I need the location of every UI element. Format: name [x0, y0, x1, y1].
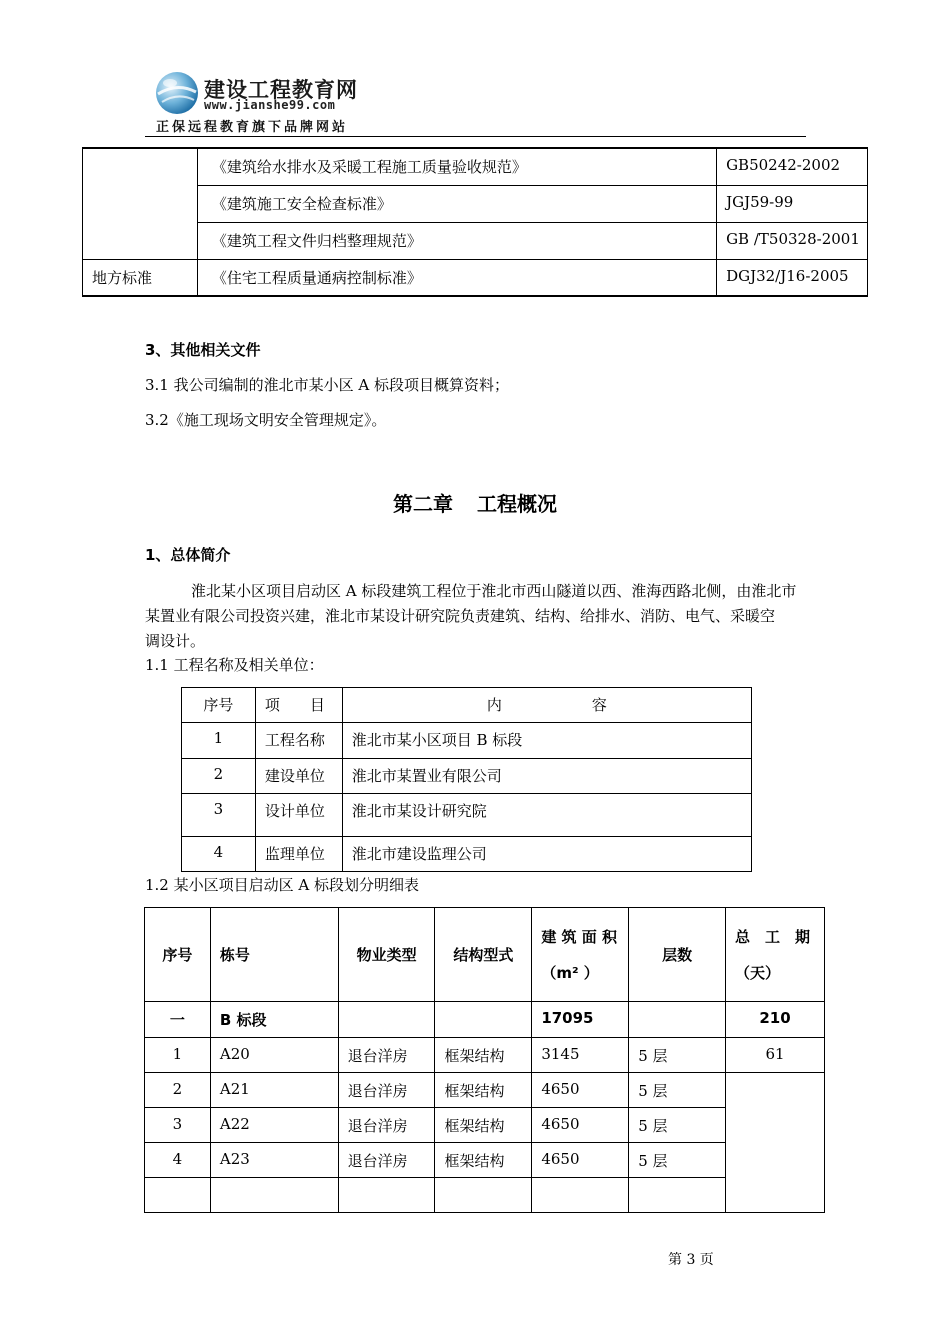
table-row — [182, 723, 752, 759]
cell-seq: 1 — [182, 723, 256, 759]
chapter-name: 工程概况 — [477, 492, 557, 516]
table-row — [83, 222, 868, 259]
cell-seq: 2 — [145, 1073, 211, 1108]
subsection-1-2: 1.2 某小区项目启动区 A 标段划分明细表 — [145, 876, 419, 894]
section3-heading: 3、其他相关文件 — [145, 341, 261, 359]
cell-content: 淮北市某置业有限公司 — [342, 759, 751, 794]
cell-item: 设计单位 — [255, 794, 342, 837]
cell-seq: 1 — [145, 1038, 211, 1073]
standard-code: GB50242-2002 — [717, 148, 868, 185]
table-header-row — [145, 908, 825, 1002]
standard-code: JGJ59-99 — [717, 185, 868, 222]
cell-item: 监理单位 — [255, 837, 342, 872]
cell-empty — [338, 1178, 435, 1213]
cell-empty — [532, 1178, 629, 1213]
header-period-line1: 总 工 期 — [735, 927, 811, 946]
section3-item2: 3.2《施工现场文明安全管理规定》。 — [145, 411, 387, 429]
header-area-line2: （m² ） — [541, 963, 599, 982]
cell-building: B 标段 — [210, 1002, 338, 1038]
header-structure: 结构型式 — [435, 908, 532, 1002]
cell-structure: 框架结构 — [435, 1073, 532, 1108]
cell-property: 退台洋房 — [338, 1108, 435, 1143]
header-area — [532, 908, 629, 1002]
table-row — [182, 837, 752, 872]
cell-seq: 4 — [182, 837, 256, 872]
cell-seq: 一 — [145, 1002, 211, 1038]
cell-empty — [210, 1178, 338, 1213]
header-item: 项 目 — [255, 688, 342, 723]
section3-item1: 3.1 我公司编制的淮北市某小区 A 标段项目概算资料； — [145, 376, 509, 394]
page-number: 第 3 页 — [668, 1252, 714, 1268]
cell-structure: 框架结构 — [435, 1108, 532, 1143]
cell-content: 淮北市某小区项目 B 标段 — [342, 723, 751, 759]
cell-item: 工程名称 — [255, 723, 342, 759]
table-header-row — [182, 688, 752, 723]
cell-area: 4650 — [532, 1073, 629, 1108]
subsection-1-1: 1.1 工程名称及相关单位： — [145, 656, 324, 674]
cell-building: A20 — [210, 1038, 338, 1073]
table-row — [182, 759, 752, 794]
cell-content: 淮北市建设监理公司 — [342, 837, 751, 872]
cell-floors: 5 层 — [629, 1108, 726, 1143]
cell-area: 4650 — [532, 1143, 629, 1178]
cell-seq: 4 — [145, 1143, 211, 1178]
cell-empty — [145, 1178, 211, 1213]
standard-name: 《住宅工程质量通病控制标准》 — [197, 259, 716, 296]
cell-floors: 5 层 — [629, 1038, 726, 1073]
header-period — [726, 908, 825, 1002]
cell-seq: 2 — [182, 759, 256, 794]
cell-property: 退台洋房 — [338, 1073, 435, 1108]
cell-period: 61 — [726, 1038, 825, 1073]
table-row — [145, 1038, 825, 1073]
cell-period-merged — [726, 1073, 825, 1213]
globe-logo-icon — [154, 70, 200, 116]
section-row — [145, 1002, 825, 1038]
cell-structure: 框架结构 — [435, 1143, 532, 1178]
logo-url: www.jianshe99.com — [204, 98, 336, 112]
header-building: 栋号 — [210, 908, 338, 1002]
table-row — [145, 1108, 825, 1143]
chapter-title — [0, 492, 950, 516]
cell-item: 建设单位 — [255, 759, 342, 794]
header-floors: 层数 — [629, 908, 726, 1002]
cell-building: A21 — [210, 1073, 338, 1108]
cell-floors: 5 层 — [629, 1073, 726, 1108]
cell-seq: 3 — [145, 1108, 211, 1143]
table-row — [83, 148, 868, 185]
cell-property: 退台洋房 — [338, 1038, 435, 1073]
header-seq: 序号 — [145, 908, 211, 1002]
logo-slogan: 正保远程教育旗下品牌网站 — [156, 120, 349, 135]
section1-paragraph-line2: 某置业有限公司投资兴建，淮北市某设计研究院负责建筑、结构、给排水、消防、电气、采暖空 — [145, 607, 776, 625]
standards-category: 地方标准 — [83, 259, 198, 296]
header-divider — [145, 136, 806, 137]
table-row — [83, 185, 868, 222]
header-property: 物业类型 — [338, 908, 435, 1002]
header-area-line1: 建 筑 面 积 — [541, 927, 617, 946]
standard-name: 《建筑给水排水及采暖工程施工质量验收规范》 — [197, 148, 716, 185]
table-row — [145, 1143, 825, 1178]
section1-paragraph-line1: 淮北某小区项目启动区 A 标段建筑工程位于淮北市西山隧道以西、淮海西路北侧，由淮北市 — [191, 582, 797, 600]
header-content: 内 容 — [342, 688, 751, 723]
cell-property — [338, 1002, 435, 1038]
cell-seq: 3 — [182, 794, 256, 837]
cell-property: 退台洋房 — [338, 1143, 435, 1178]
cell-building: A22 — [210, 1108, 338, 1143]
header-period-line2: （天） — [735, 963, 781, 982]
cell-building: A23 — [210, 1143, 338, 1178]
standard-name: 《建筑施工安全检查标准》 — [197, 185, 716, 222]
standard-code: DGJ32/J16-2005 — [717, 259, 868, 296]
standards-category — [83, 148, 198, 259]
standard-name: 《建筑工程文件归档整理规范》 — [197, 222, 716, 259]
chapter-number: 第二章 — [393, 492, 453, 516]
cell-structure — [435, 1002, 532, 1038]
header-seq: 序号 — [182, 688, 256, 723]
cell-empty — [435, 1178, 532, 1213]
units-table — [181, 687, 752, 872]
cell-area: 17095 — [532, 1002, 629, 1038]
division-table — [144, 907, 825, 1213]
section1-paragraph-line3: 调设计。 — [145, 632, 206, 650]
standards-table — [82, 147, 868, 297]
cell-empty — [629, 1178, 726, 1213]
table-row — [83, 259, 868, 296]
empty-row — [145, 1178, 825, 1213]
cell-area: 3145 — [532, 1038, 629, 1073]
cell-floors — [629, 1002, 726, 1038]
cell-content: 淮北市某设计研究院 — [342, 794, 751, 837]
table-row — [145, 1073, 825, 1108]
cell-structure: 框架结构 — [435, 1038, 532, 1073]
logo-title: 建设工程教育网 — [204, 78, 358, 102]
cell-period: 210 — [726, 1002, 825, 1038]
cell-area: 4650 — [532, 1108, 629, 1143]
cell-floors: 5 层 — [629, 1143, 726, 1178]
standard-code: GB /T50328-2001 — [717, 222, 868, 259]
section1-heading: 1、总体简介 — [145, 546, 231, 564]
table-row — [182, 794, 752, 837]
